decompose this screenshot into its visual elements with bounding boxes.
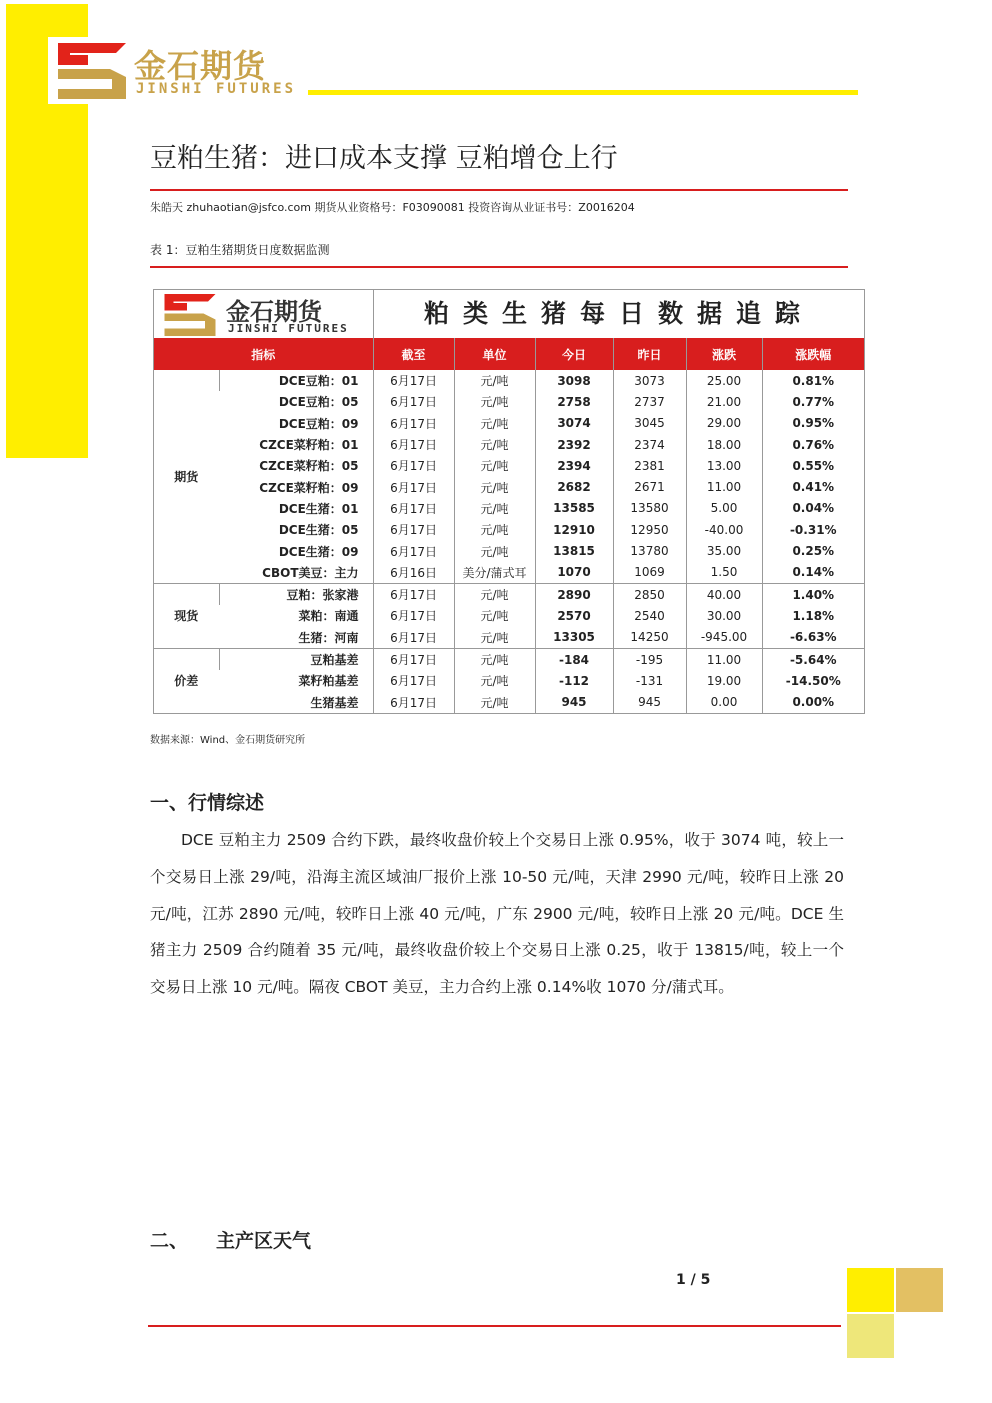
cell-unit: 元/吨 (454, 540, 535, 561)
logo-text-cn: 金石期货 (134, 47, 267, 85)
cell-yesterday: 2381 (613, 455, 686, 476)
cell-indicator: DCE豆粕：01 (219, 370, 373, 391)
data-source-note: 数据来源：Wind、金石期货研究所 (150, 735, 306, 746)
caption-divider (150, 266, 848, 268)
decorative-square (896, 1268, 943, 1312)
page-number: 1 / 5 (676, 1272, 711, 1288)
col-header-indicator: 指标 (154, 338, 373, 370)
cell-yesterday: -131 (613, 670, 686, 691)
cell-date: 6月17日 (373, 370, 454, 391)
cell-unit: 美分/蒲式耳 (454, 562, 535, 584)
cell-today: 13305 (535, 627, 613, 649)
cell-change: 21.00 (686, 391, 762, 412)
cell-pct: 0.41% (762, 476, 864, 497)
cell-today: 2394 (535, 455, 613, 476)
cell-pct: 0.25% (762, 540, 864, 561)
cell-unit: 元/吨 (454, 476, 535, 497)
cell-yesterday: 2671 (613, 476, 686, 497)
cell-today: 2890 (535, 583, 613, 605)
table-row (154, 648, 864, 670)
col-header-today: 今日 (535, 338, 613, 370)
col-header-pct: 涨跌幅 (762, 338, 864, 370)
cell-unit: 元/吨 (454, 391, 535, 412)
cell-change: 30.00 (686, 605, 762, 626)
cell-indicator: CZCE菜籽粕：01 (259, 438, 359, 453)
cell-date: 6月17日 (373, 455, 454, 476)
cell-yesterday: 2540 (613, 605, 686, 626)
cell-today: 2682 (535, 476, 613, 497)
footer-divider (148, 1325, 841, 1327)
cell-today: 13815 (535, 540, 613, 561)
category-cell: 现货 (154, 583, 219, 648)
cell-unit: 元/吨 (454, 627, 535, 649)
cell-yesterday: 2374 (613, 434, 686, 455)
table-row (154, 498, 864, 519)
cell-yesterday: 3073 (613, 370, 686, 391)
cell-pct: -0.31% (762, 519, 864, 540)
cell-date: 6月17日 (373, 413, 454, 434)
table-header-row (154, 338, 864, 370)
decorative-square (847, 1268, 894, 1312)
cell-yesterday: 13580 (613, 498, 686, 519)
cell-yesterday: 13780 (613, 540, 686, 561)
section-heading-market-review: 一、行情综述 (150, 792, 265, 814)
cell-pct: 0.81% (762, 370, 864, 391)
cell-yesterday: 1069 (613, 562, 686, 584)
table-logo-cn: 金石期货 (226, 298, 322, 326)
cell-unit: 元/吨 (454, 670, 535, 691)
cell-today: 2758 (535, 391, 613, 412)
cell-date: 6月17日 (373, 648, 454, 670)
header-yellow-line (308, 90, 858, 95)
table-row (154, 519, 864, 540)
cell-date: 6月17日 (373, 498, 454, 519)
cell-indicator: 生猪：河南 (298, 630, 359, 645)
cell-indicator: 豆粕：张家港 (219, 583, 373, 605)
table-logo (154, 290, 374, 338)
cell-today: 2570 (535, 605, 613, 626)
cell-indicator: DCE生猪：01 (278, 501, 359, 516)
cell-change: -945.00 (686, 627, 762, 649)
table-row (154, 540, 864, 561)
cell-pct: 0.04% (762, 498, 864, 519)
cell-date: 6月17日 (373, 434, 454, 455)
cell-pct: -5.64% (762, 648, 864, 670)
cell-date: 6月17日 (373, 605, 454, 626)
cell-pct: 0.55% (762, 455, 864, 476)
cell-indicator: CBOT美豆：主力 (262, 565, 359, 580)
cell-yesterday: 14250 (613, 627, 686, 649)
data-table (153, 289, 865, 714)
table-row (154, 370, 864, 391)
cell-indicator: 菜粕：南通 (298, 609, 359, 624)
cell-today: 945 (535, 691, 613, 712)
cell-change: -40.00 (686, 519, 762, 540)
cell-indicator: DCE豆粕：09 (278, 416, 359, 431)
cell-yesterday: 2737 (613, 391, 686, 412)
table-row (154, 627, 864, 649)
cell-indicator: 菜籽粕基差 (298, 674, 359, 689)
cell-unit: 元/吨 (454, 434, 535, 455)
cell-change: 35.00 (686, 540, 762, 561)
section-number: 二、 (150, 1230, 189, 1252)
cell-date: 6月17日 (373, 583, 454, 605)
table-logo-mark-icon (162, 294, 218, 336)
market-review-paragraph (150, 822, 844, 1006)
cell-pct: 0.00% (762, 691, 864, 712)
cell-yesterday: 2850 (613, 583, 686, 605)
cell-pct: 0.14% (762, 562, 864, 584)
market-review-text: DCE 豆粕主力 2509 合约下跌，最终收盘价较上个交易日上涨 0.95%，收于 3074 吨，较上一个交易日上涨 29/吨，沿海主流区域油厂报价上涨 10-50 元/吨，天津 2990 元/吨，较昨日上涨 20 元/吨，江苏 2890 元/吨，较昨日上涨 40 元/吨，广东 2900 元/吨，较昨日上涨 20 元/吨。DCE 生猪主力 2509 合约随着 35 元/吨，最终收盘价较上个交易日上涨 0.25，收于 13815/吨，较上一个交易日上涨 10 元/吨。隔夜 CBOT 美豆，主力合约上涨 0.14%收 1070 分/蒲式耳。 (150, 831, 844, 997)
cell-unit: 元/吨 (454, 648, 535, 670)
table-row (154, 434, 864, 455)
cell-pct: -6.63% (762, 627, 864, 649)
cell-change: 11.00 (686, 476, 762, 497)
table-banner-title: 粕类生猪每日数据追踪 (423, 299, 814, 328)
section-heading-weather (150, 1226, 311, 1253)
col-header-change: 涨跌 (686, 338, 762, 370)
cell-date: 6月17日 (373, 691, 454, 712)
cell-date: 6月17日 (373, 627, 454, 649)
section-title: 主产区天气 (216, 1230, 312, 1252)
table-row (154, 583, 864, 605)
table-row (154, 670, 864, 691)
table-logo-en: JINSHI FUTURES (228, 322, 349, 335)
category-cell: 价差 (154, 648, 219, 712)
col-header-unit: 单位 (454, 338, 535, 370)
cell-yesterday: 3045 (613, 413, 686, 434)
company-logo (48, 37, 306, 104)
category-cell: 期货 (174, 469, 199, 484)
cell-indicator: DCE生猪：09 (278, 544, 359, 559)
cell-indicator: 生猪基差 (310, 695, 359, 710)
cell-today: 2392 (535, 434, 613, 455)
cell-change: 19.00 (686, 670, 762, 691)
cell-unit: 元/吨 (454, 519, 535, 540)
table-row (154, 691, 864, 712)
cell-pct: -14.50% (762, 670, 864, 691)
cell-today: 1070 (535, 562, 613, 584)
cell-change: 13.00 (686, 455, 762, 476)
cell-indicator: CZCE菜籽粕：05 (259, 459, 359, 474)
table-grid (154, 338, 864, 713)
cell-unit: 元/吨 (454, 498, 535, 519)
cell-change: 40.00 (686, 583, 762, 605)
cell-today: -184 (535, 648, 613, 670)
cell-today: -112 (535, 670, 613, 691)
cell-unit: 元/吨 (454, 413, 535, 434)
cell-today: 3074 (535, 413, 613, 434)
cell-date: 6月17日 (373, 519, 454, 540)
col-header-yesterday: 昨日 (613, 338, 686, 370)
cell-change: 11.00 (686, 648, 762, 670)
cell-change: 25.00 (686, 370, 762, 391)
cell-today: 3098 (535, 370, 613, 391)
table-banner (154, 290, 864, 339)
table-row (154, 391, 864, 412)
col-header-date: 截至 (373, 338, 454, 370)
cell-pct: 0.76% (762, 434, 864, 455)
cell-change: 1.50 (686, 562, 762, 584)
logo-mark-icon (58, 43, 126, 99)
cell-change: 0.00 (686, 691, 762, 712)
cell-change: 18.00 (686, 434, 762, 455)
cell-indicator: 豆粕基差 (219, 648, 373, 670)
cell-indicator: CZCE菜籽粕：09 (259, 480, 359, 495)
title-divider (150, 189, 848, 191)
table-row (154, 562, 864, 584)
cell-today: 13585 (535, 498, 613, 519)
cell-pct: 1.40% (762, 583, 864, 605)
cell-pct: 0.77% (762, 391, 864, 412)
cell-pct: 0.95% (762, 413, 864, 434)
cell-today: 12910 (535, 519, 613, 540)
cell-date: 6月16日 (373, 562, 454, 584)
cell-indicator: DCE豆粕：05 (278, 395, 359, 410)
table-row (154, 455, 864, 476)
cell-date: 6月17日 (373, 391, 454, 412)
cell-change: 5.00 (686, 498, 762, 519)
cell-date: 6月17日 (373, 540, 454, 561)
cell-unit: 元/吨 (454, 605, 535, 626)
logo-text-en: JINSHI FUTURES (136, 81, 297, 97)
cell-unit: 元/吨 (454, 583, 535, 605)
cell-unit: 元/吨 (454, 691, 535, 712)
document-title: 豆粕生猪：进口成本支撑 豆粕增仓上行 (150, 143, 618, 174)
table-row (154, 413, 864, 434)
cell-indicator: DCE生猪：05 (278, 523, 359, 538)
cell-change: 29.00 (686, 413, 762, 434)
author-line: 朱皓天 zhuhaotian@jsfco.com 期货从业资格号：F03090081 投资咨询从业证书号：Z0016204 (150, 201, 635, 214)
table-row (154, 476, 864, 497)
cell-pct: 1.18% (762, 605, 864, 626)
cell-unit: 元/吨 (454, 455, 535, 476)
cell-yesterday: 945 (613, 691, 686, 712)
cell-yesterday: -195 (613, 648, 686, 670)
table-caption: 表 1：豆粕生猪期货日度数据监测 (150, 243, 330, 257)
cell-unit: 元/吨 (454, 370, 535, 391)
cell-date: 6月17日 (373, 670, 454, 691)
table-row (154, 605, 864, 626)
cell-date: 6月17日 (373, 476, 454, 497)
decorative-square (847, 1314, 894, 1358)
cell-yesterday: 12950 (613, 519, 686, 540)
